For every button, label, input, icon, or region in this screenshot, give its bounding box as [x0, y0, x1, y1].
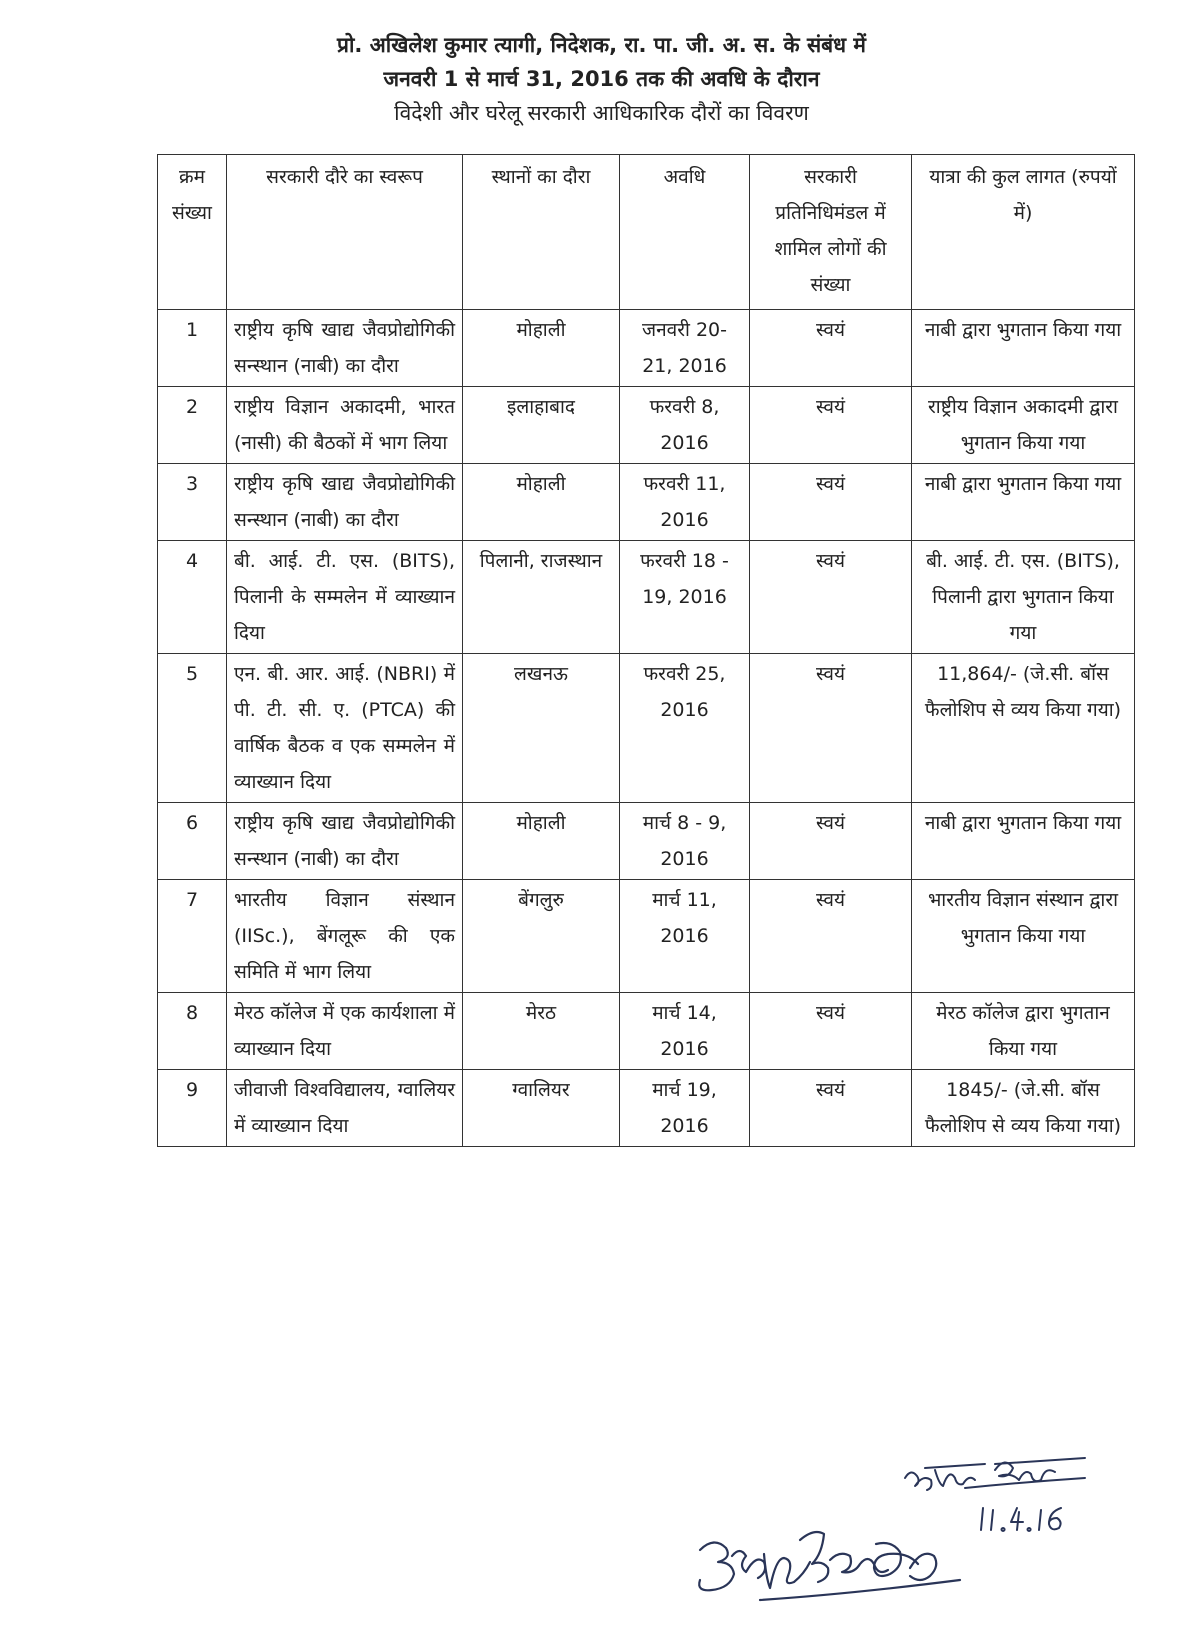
cell-period: जनवरी 20-21, 2016	[620, 310, 750, 387]
cell-period: मार्च 14, 2016	[620, 993, 750, 1070]
cell-period: फरवरी 11, 2016	[620, 464, 750, 541]
cell-nature: राष्ट्रीय कृषि खाद्य जैवप्रोद्योगिकी सन्स्थान (नाबी) का दौरा	[227, 464, 463, 541]
cell-sn: 6	[158, 803, 227, 880]
cell-place: बेंगलुरु	[463, 880, 620, 993]
header-sn: क्रम संख्या	[158, 155, 227, 310]
visits-table	[157, 154, 1135, 1147]
cell-nature: राष्ट्रीय कृषि खाद्य जैवप्रोद्योगिकी सन्स्थान (नाबी) का दौरा	[227, 803, 463, 880]
table-row	[158, 1070, 1135, 1147]
cell-nature: जीवाजी विश्वविद्यालय, ग्वालियर में व्याख्यान दिया	[227, 1070, 463, 1147]
cell-members: स्वयं	[750, 310, 912, 387]
cell-place: इलाहाबाद	[463, 387, 620, 464]
cell-nature: एन. बी. आर. आई. (NBRI) में पी. टी. सी. ए. (PTCA) की वार्षिक बैठक व एक सम्मलेन में व्याख्यान दिया	[227, 654, 463, 803]
cell-cost: बी. आई. टी. एस. (BITS), पिलानी द्वारा भुगतान किया गया	[912, 541, 1135, 654]
cell-nature: भारतीय विज्ञान संस्थान (IISc.), बेंगलूरू की एक समिति में भाग लिया	[227, 880, 463, 993]
table-row	[158, 993, 1135, 1070]
cell-place: मोहाली	[463, 310, 620, 387]
cell-members: स्वयं	[750, 541, 912, 654]
cell-members: स्वयं	[750, 464, 912, 541]
header-members: सरकारी प्रतिनिधिमंडल में शामिल लोगों की संख्या	[750, 155, 912, 310]
table-row	[158, 310, 1135, 387]
cell-place: मेरठ	[463, 993, 620, 1070]
cell-sn: 7	[158, 880, 227, 993]
cell-cost: राष्ट्रीय विज्ञान अकादमी द्वारा भुगतान किया गया	[912, 387, 1135, 464]
table-row	[158, 654, 1135, 803]
table-row	[158, 541, 1135, 654]
cell-period: फरवरी 8, 2016	[620, 387, 750, 464]
header-cost: यात्रा की कुल लागत (रुपयों में)	[912, 155, 1135, 310]
cell-sn: 2	[158, 387, 227, 464]
cell-period: फरवरी 18 - 19, 2016	[620, 541, 750, 654]
header-places: स्थानों का दौरा	[463, 155, 620, 310]
cell-sn: 8	[158, 993, 227, 1070]
cell-cost: भारतीय विज्ञान संस्थान द्वारा भुगतान किया गया	[912, 880, 1135, 993]
cell-nature: मेरठ कॉलेज में एक कार्यशाला में व्याख्यान दिया	[227, 993, 463, 1070]
cell-place: मोहाली	[463, 464, 620, 541]
table-header-row	[158, 155, 1135, 310]
cell-cost: नाबी द्वारा भुगतान किया गया	[912, 803, 1135, 880]
table-row	[158, 803, 1135, 880]
cell-sn: 5	[158, 654, 227, 803]
cell-place: लखनऊ	[463, 654, 620, 803]
cell-cost: नाबी द्वारा भुगतान किया गया	[912, 464, 1135, 541]
cell-members: स्वयं	[750, 387, 912, 464]
cell-members: स्वयं	[750, 1070, 912, 1147]
cell-sn: 9	[158, 1070, 227, 1147]
cell-members: स्वयं	[750, 993, 912, 1070]
cell-sn: 1	[158, 310, 227, 387]
table-row	[158, 880, 1135, 993]
cell-period: मार्च 8 - 9, 2016	[620, 803, 750, 880]
cell-cost: 11,864/- (जे.सी. बॉस फैलोशिप से व्यय किया गया)	[912, 654, 1135, 803]
table-row	[158, 464, 1135, 541]
cell-nature: राष्ट्रीय कृषि खाद्य जैवप्रोद्योगिकी सन्स्थान (नाबी) का दौरा	[227, 310, 463, 387]
title-line-3: विदेशी और घरेलू सरकारी आधिकारिक दौरों का विवरण	[394, 101, 809, 125]
cell-nature: राष्ट्रीय विज्ञान अकादमी, भारत (नासी) की बैठकों में भाग लिया	[227, 387, 463, 464]
signature-handwritten	[680, 1520, 980, 1620]
cell-cost: 1845/- (जे.सी. बॉस फैलोशिप से व्यय किया गया)	[912, 1070, 1135, 1147]
cell-members: स्वयं	[750, 654, 912, 803]
cell-place: पिलानी, राजस्थान	[463, 541, 620, 654]
cell-period: मार्च 19, 2016	[620, 1070, 750, 1147]
cell-nature: बी. आई. टी. एस. (BITS), पिलानी के सम्मलेन में व्याख्यान दिया	[227, 541, 463, 654]
header-period: अवधि	[620, 155, 750, 310]
cell-period: मार्च 11, 2016	[620, 880, 750, 993]
cell-sn: 4	[158, 541, 227, 654]
title-line-2: जनवरी 1 से मार्च 31, 2016 तक की अवधि के दौरान	[383, 67, 820, 91]
cell-members: स्वयं	[750, 803, 912, 880]
title-line-1: प्रो. अखिलेश कुमार त्यागी, निदेशक, रा. पा. जी. अ. स. के संबंध में	[337, 33, 866, 57]
cell-place: मोहाली	[463, 803, 620, 880]
table-row	[158, 387, 1135, 464]
cell-sn: 3	[158, 464, 227, 541]
cell-period: फरवरी 25, 2016	[620, 654, 750, 803]
cell-cost: नाबी द्वारा भुगतान किया गया	[912, 310, 1135, 387]
cell-place: ग्वालियर	[463, 1070, 620, 1147]
cell-cost: मेरठ कॉलेज द्वारा भुगतान किया गया	[912, 993, 1135, 1070]
document-title	[0, 28, 1203, 130]
header-nature: सरकारी दौरे का स्वरूप	[227, 155, 463, 310]
cell-members: स्वयं	[750, 880, 912, 993]
